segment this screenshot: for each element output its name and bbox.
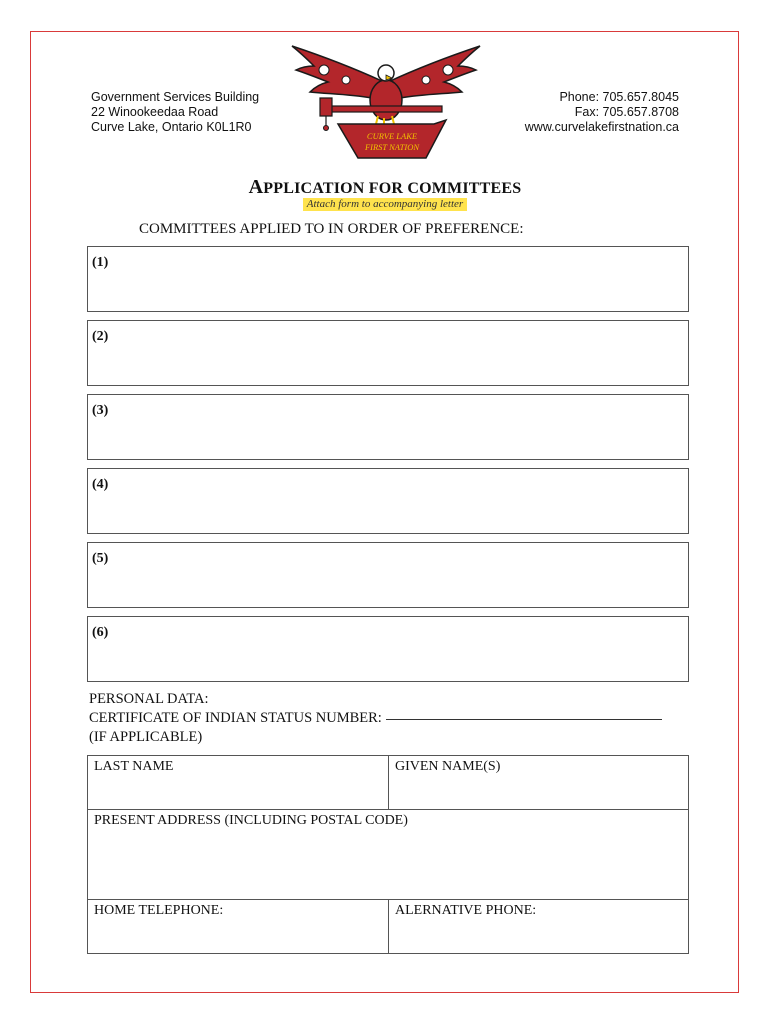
title-first-letter: A (248, 176, 264, 198)
preference-field-2[interactable] (87, 320, 689, 386)
personal-data-section (89, 690, 662, 747)
contact-block (525, 90, 679, 135)
subtitle-highlight: Attach form to accompanying letter (303, 198, 467, 211)
personal-data-heading: PERSONAL DATA: (89, 691, 209, 707)
given-names-field[interactable] (389, 756, 689, 810)
present-address-field[interactable] (88, 810, 689, 900)
address-block (91, 90, 259, 135)
preference-label: (4) (92, 477, 109, 492)
preference-field-4[interactable] (87, 468, 689, 534)
logo-banner-line-1: CURVE LAKE (366, 131, 418, 141)
preference-label: (2) (92, 329, 109, 344)
preference-label: (6) (92, 625, 109, 640)
cert-number-note: (IF APPLICABLE) (89, 729, 203, 745)
personal-info-table (87, 755, 689, 954)
home-telephone-field[interactable] (88, 900, 389, 954)
preference-field-1[interactable] (87, 246, 689, 312)
last-name-label: LAST NAME (94, 759, 174, 774)
alternative-phone-label: ALERNATIVE PHONE: (395, 903, 537, 918)
preference-label: (5) (92, 551, 109, 566)
address-line: 22 Winookeedaa Road (91, 105, 219, 119)
last-name-field[interactable] (88, 756, 389, 810)
website-link[interactable]: www.curvelakefirstnation.ca (524, 120, 679, 134)
present-address-label: PRESENT ADDRESS (INCLUDING POSTAL CODE) (94, 813, 408, 828)
address-line: Curve Lake, Ontario K0L1R0 (91, 120, 252, 134)
cert-number-label: CERTIFICATE OF INDIAN STATUS NUMBER: (89, 710, 382, 726)
logo-banner-line-2: FIRST NATION (364, 142, 420, 152)
given-names-label: GIVEN NAME(S) (395, 759, 501, 774)
preference-label: (3) (92, 403, 109, 418)
phone-line: Phone: 705.657.8045 (559, 90, 679, 104)
alternative-phone-field[interactable] (389, 900, 689, 954)
title-rest: PPLICATION FOR COMMITTEES (263, 180, 522, 197)
home-telephone-label: HOME TELEPHONE: (94, 903, 224, 918)
preferences-heading: COMMITTEES APPLIED TO IN ORDER OF PREFERENCE: (139, 221, 524, 237)
preference-field-6[interactable] (87, 616, 689, 682)
fax-line: Fax: 705.657.8708 (574, 105, 679, 119)
preference-label: (1) (92, 255, 109, 270)
cert-number-field[interactable] (386, 719, 662, 720)
preference-field-5[interactable] (87, 542, 689, 608)
preference-field-3[interactable] (87, 394, 689, 460)
address-line: Government Services Building (91, 90, 260, 104)
curve-lake-logo (288, 40, 484, 162)
